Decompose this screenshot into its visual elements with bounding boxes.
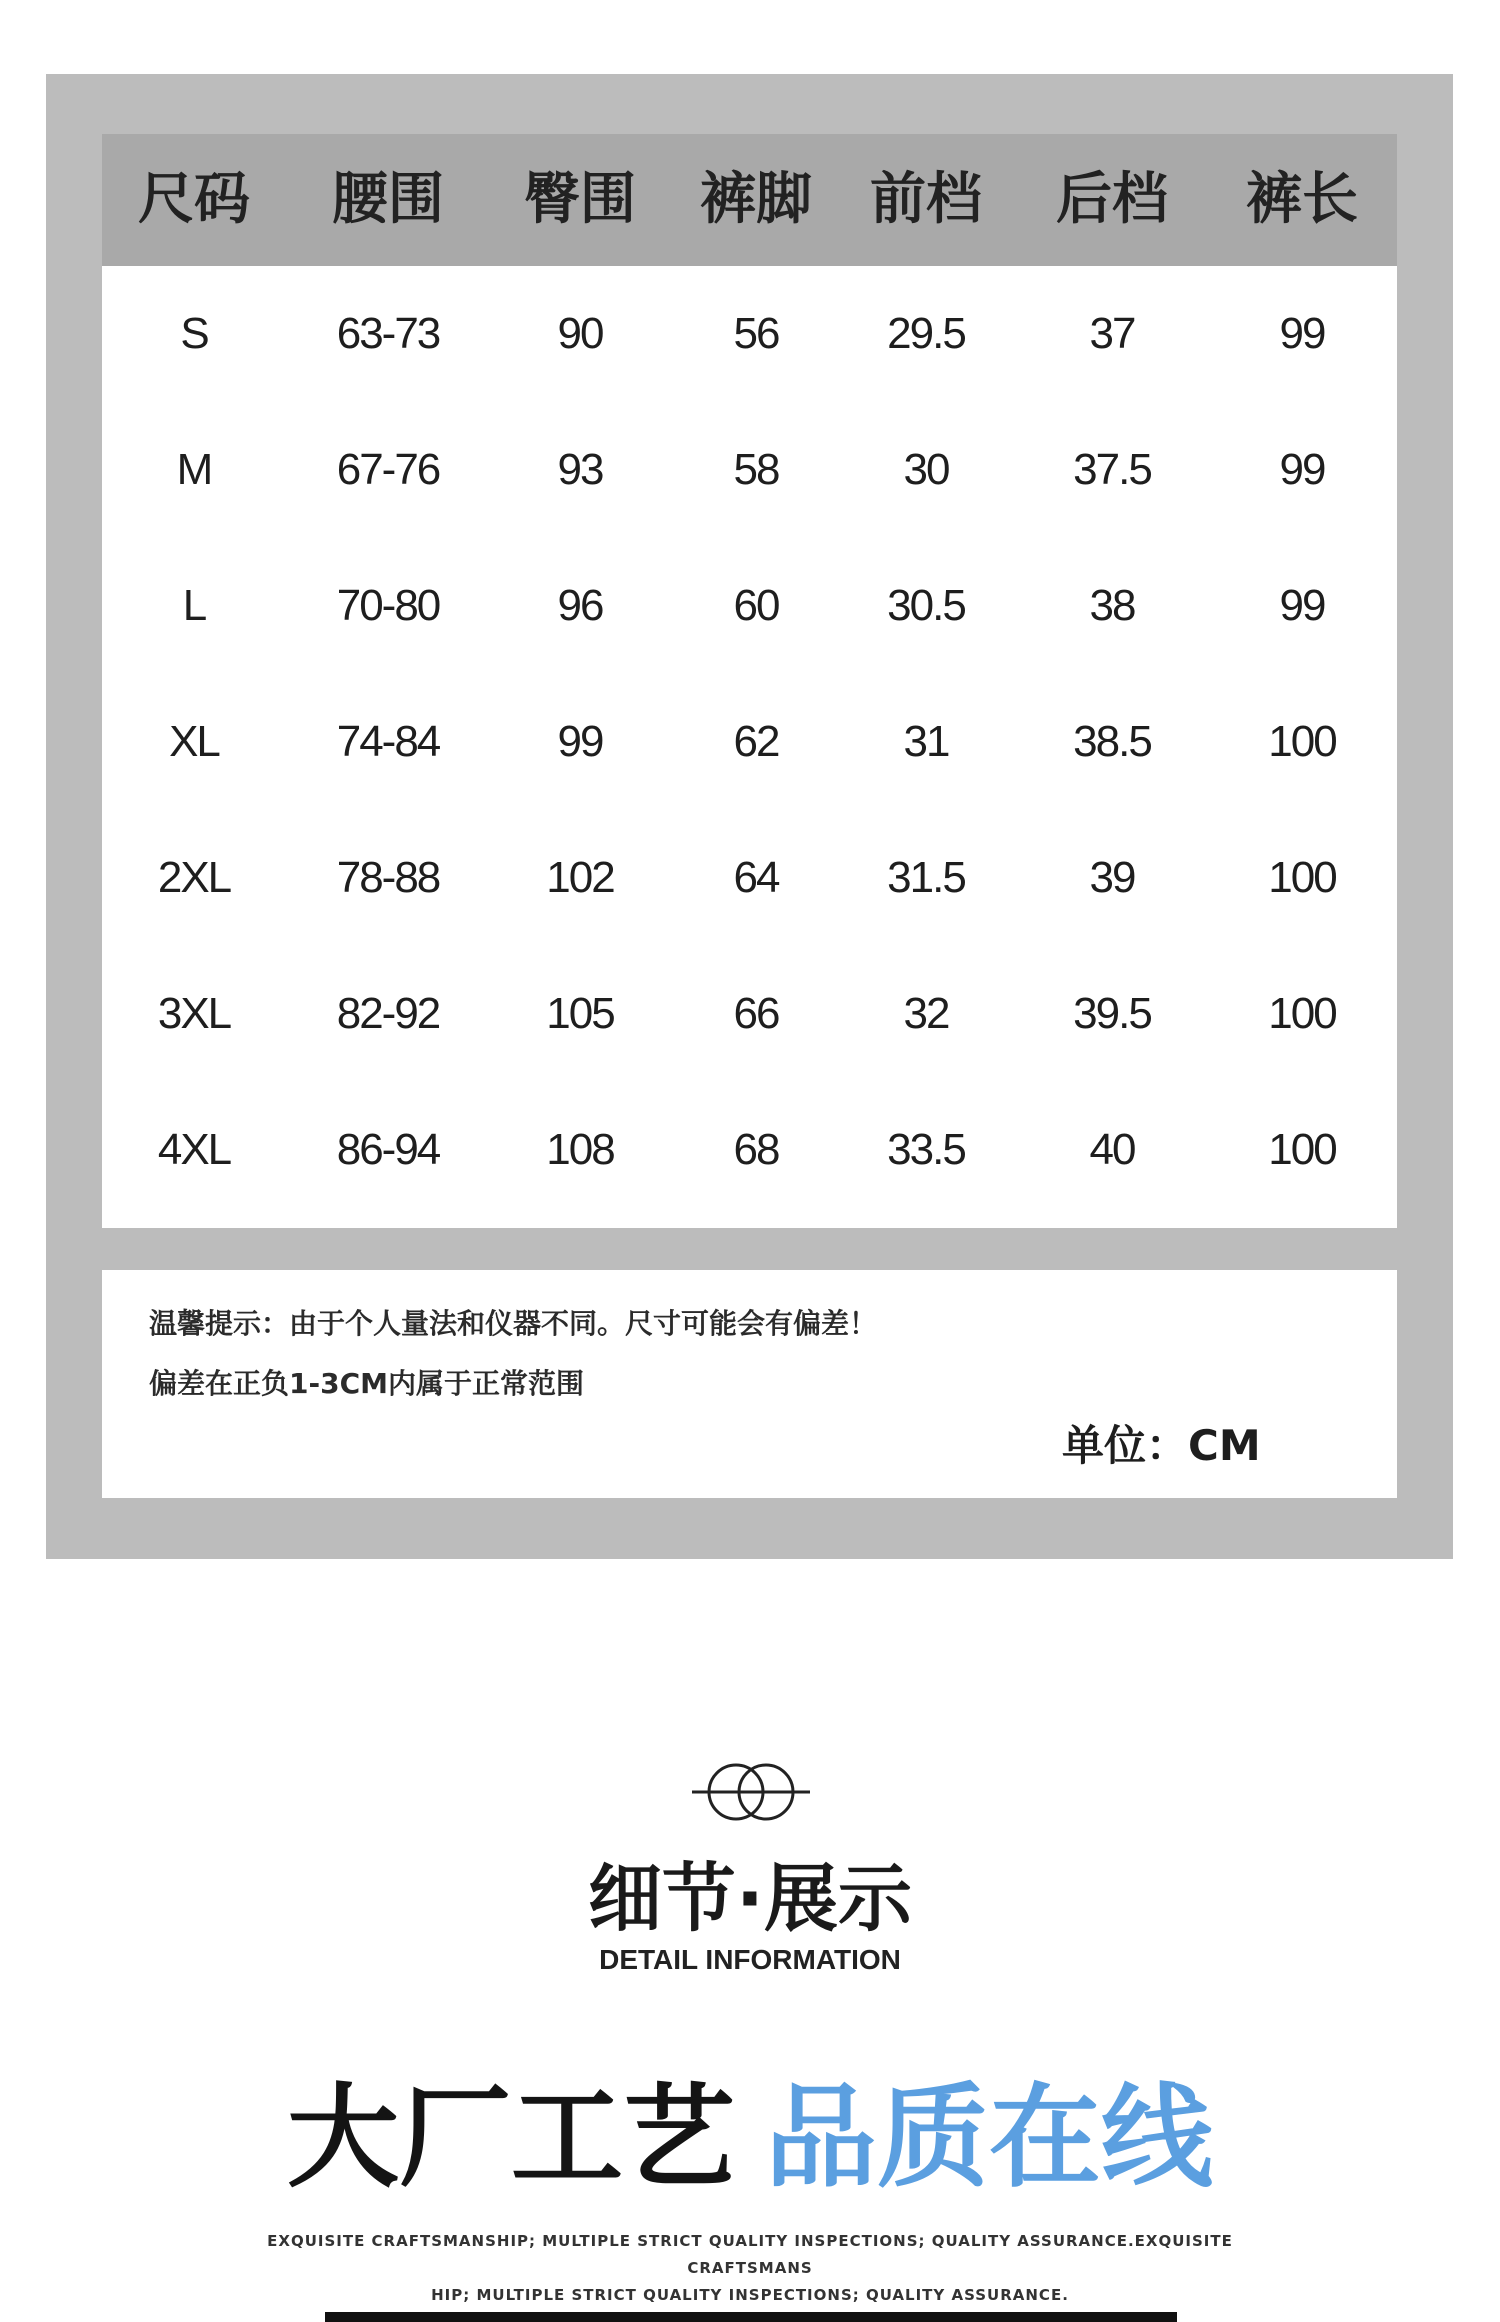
size-table-cell: 32 — [903, 989, 949, 1038]
size-table-cell: 62 — [733, 717, 779, 766]
size-table-cell: 100 — [1268, 1125, 1336, 1174]
size-table-cell: 2XL — [157, 853, 231, 902]
size-table-header-cell: 腰围 — [332, 167, 444, 232]
size-table-cell: 108 — [546, 1125, 614, 1174]
tagline — [230, 2228, 1270, 2309]
size-table-cell: 56 — [733, 309, 779, 358]
size-table-cell: 100 — [1268, 717, 1336, 766]
size-note-box — [102, 1270, 1397, 1498]
size-table-cell: M — [176, 445, 212, 494]
size-table-cell: 86-94 — [336, 1125, 440, 1174]
size-table-cell: 38 — [1089, 581, 1135, 630]
size-table-row — [102, 1082, 1397, 1218]
size-table-header-cell: 前档 — [870, 167, 982, 232]
size-table-cell: 60 — [733, 581, 779, 630]
size-table-cell: 39 — [1089, 853, 1135, 902]
size-table-cell: 31.5 — [887, 853, 965, 902]
detail-title: 细节·展示 — [587, 1856, 913, 1942]
size-table-header — [102, 134, 1397, 266]
size-table-cell: 96 — [557, 581, 603, 630]
size-table-cell: 29.5 — [887, 309, 965, 358]
size-table-row — [102, 266, 1397, 402]
size-table-cell: 37.5 — [1073, 445, 1151, 494]
size-table-cell: 82-92 — [336, 989, 440, 1038]
size-table-cell: 100 — [1268, 853, 1336, 902]
size-table-cell: 39.5 — [1073, 989, 1151, 1038]
size-table-cell: 58 — [733, 445, 779, 494]
size-table-cell: 93 — [557, 445, 603, 494]
size-table-cell: 64 — [733, 853, 779, 902]
tagline-line-2: HIP; MULTIPLE STRICT QUALITY INSPECTIONS; QUALITY ASSURANCE. — [431, 2286, 1069, 2304]
size-note-tolerance: 偏差在正负1-3CM内属于正常范围 — [149, 1367, 584, 1400]
size-table-cell: XL — [169, 717, 219, 766]
size-table-cell: 74-84 — [336, 717, 440, 766]
size-table-cell: 70-80 — [336, 581, 440, 630]
size-table-cell: S — [180, 309, 208, 358]
size-table-cell: 100 — [1268, 989, 1336, 1038]
size-table-row — [102, 946, 1397, 1082]
size-table-header-cell: 裤长 — [1246, 167, 1358, 232]
detail-subtitle: DETAIL INFORMATION — [599, 1944, 901, 1975]
size-table-cell: L — [182, 581, 206, 630]
size-table-cell: 63-73 — [336, 309, 440, 358]
size-table-header-cell: 尺码 — [138, 167, 250, 232]
size-table-cell: 102 — [546, 853, 614, 902]
size-table-cell: 99 — [1279, 309, 1325, 358]
size-table-cell: 40 — [1089, 1125, 1135, 1174]
size-table-header-cell: 裤脚 — [700, 167, 812, 232]
tagline-line-1: EXQUISITE CRAFTSMANSHIP; MULTIPLE STRICT QUALITY INSPECTIONS; QUALITY ASSURANCE.EXQUISITE CRAFTSMANS — [267, 2232, 1233, 2277]
size-table-header-cell: 后档 — [1056, 167, 1168, 232]
size-table — [102, 134, 1397, 1228]
size-table-cell: 78-88 — [336, 853, 440, 902]
size-table-row — [102, 674, 1397, 810]
bottom-divider-bar — [325, 2312, 1177, 2322]
size-table-cell: 67-76 — [336, 445, 440, 494]
size-table-cell: 33.5 — [887, 1125, 965, 1174]
size-table-cell: 3XL — [157, 989, 231, 1038]
interlocking-rings-icon — [692, 1752, 810, 1832]
size-table-cell: 99 — [557, 717, 603, 766]
size-table-cell: 90 — [557, 309, 603, 358]
size-table-cell: 30 — [903, 445, 949, 494]
size-table-cell: 66 — [733, 989, 779, 1038]
size-table-cell: 30.5 — [887, 581, 965, 630]
size-table-cell: 31 — [903, 717, 949, 766]
size-unit-label: 单位：CM — [1062, 1421, 1261, 1470]
size-chart-panel — [46, 74, 1453, 1559]
size-table-cell: 37 — [1089, 309, 1135, 358]
slogan — [0, 2068, 1500, 2208]
size-table-header-cell: 臀围 — [524, 167, 636, 232]
size-table-row — [102, 810, 1397, 946]
size-table-cell: 38.5 — [1073, 717, 1151, 766]
size-table-row — [102, 402, 1397, 538]
size-table-row — [102, 538, 1397, 674]
size-table-cell: 4XL — [157, 1125, 231, 1174]
slogan-blue-text: 品质在线 — [765, 2073, 1213, 2203]
size-table-cell: 105 — [546, 989, 614, 1038]
slogan-dark-text: 大厂工艺 — [287, 2073, 735, 2203]
size-table-cell: 68 — [733, 1125, 779, 1174]
size-note-tip: 温馨提示：由于个人量法和仪器不同。尺寸可能会有偏差！ — [149, 1307, 878, 1340]
size-table-cell: 99 — [1279, 581, 1325, 630]
size-table-cell: 99 — [1279, 445, 1325, 494]
